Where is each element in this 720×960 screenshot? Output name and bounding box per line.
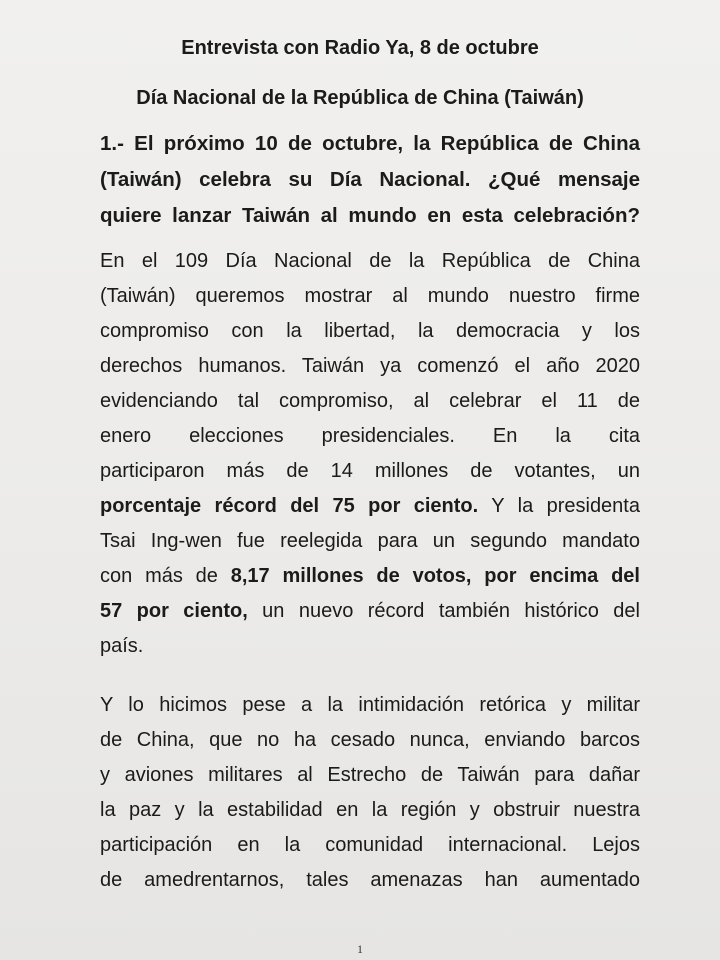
bold-text: porcentaje récord del 75 por ciento. (100, 495, 479, 517)
answer-paragraph-2 (100, 688, 640, 898)
paragraph-line: En el 109 Día Nacional de la República de China (100, 250, 640, 272)
paragraph-line: y aviones militares al Estrecho de Taiwán para dañar (100, 764, 640, 786)
question-line: 1.- El próximo 10 de octubre, la República de China (100, 132, 640, 155)
plain-text: un nuevo récord también histórico del (247, 600, 640, 622)
paragraph-line (100, 489, 640, 524)
paragraph-line: de China, que no ha cesado nunca, enviando barcos (100, 729, 640, 751)
paragraph-line (100, 594, 640, 629)
question-line: (Taiwán) celebra su Día Nacional. ¿Qué mensaje (100, 168, 640, 191)
paragraph-line: la paz y la estabilidad en la región y obstruir nuestra (100, 799, 640, 821)
question-block (100, 126, 640, 234)
bold-text: 8,17 millones de votos, por encima del (230, 565, 640, 587)
paragraph-line: derechos humanos. Taiwán ya comenzó el año 2020 (100, 355, 640, 377)
paragraph-line: compromiso con la libertad, la democracia y los (100, 320, 640, 342)
paragraph-line: evidenciando tal compromiso, al celebrar el 11 de (100, 390, 640, 412)
paragraph-line: país. (100, 635, 144, 657)
bold-text: 57 por ciento, (100, 600, 248, 622)
paragraph-line: (Taiwán) queremos mostrar al mundo nuestro firme (100, 285, 640, 307)
document-subtitle: Día Nacional de la República de China (Taiwán) (136, 87, 584, 109)
paragraph-line: Tsai Ing-wen fue reelegida para un segundo mandato (100, 530, 640, 552)
paragraph-line (100, 559, 640, 594)
plain-text: con más de (100, 565, 231, 587)
paragraph-line: de amedrentarnos, tales amenazas han aumentado (100, 869, 640, 891)
paragraph-line: participación en la comunidad internacional. Lejos (100, 834, 640, 856)
answer-paragraph-1 (100, 244, 640, 664)
plain-text: Y la presidenta (478, 495, 640, 517)
paragraph-line: enero elecciones presidenciales. En la cita (100, 425, 640, 447)
question-line: quiere lanzar Taiwán al mundo en esta celebración? (100, 204, 640, 227)
paragraph-line: Y lo hicimos pese a la intimidación retórica y militar (100, 694, 640, 716)
document-title: Entrevista con Radio Ya, 8 de octubre (181, 37, 539, 59)
paragraph-line: participaron más de 14 millones de votantes, un (100, 460, 640, 482)
page-number: 1 (357, 942, 363, 956)
